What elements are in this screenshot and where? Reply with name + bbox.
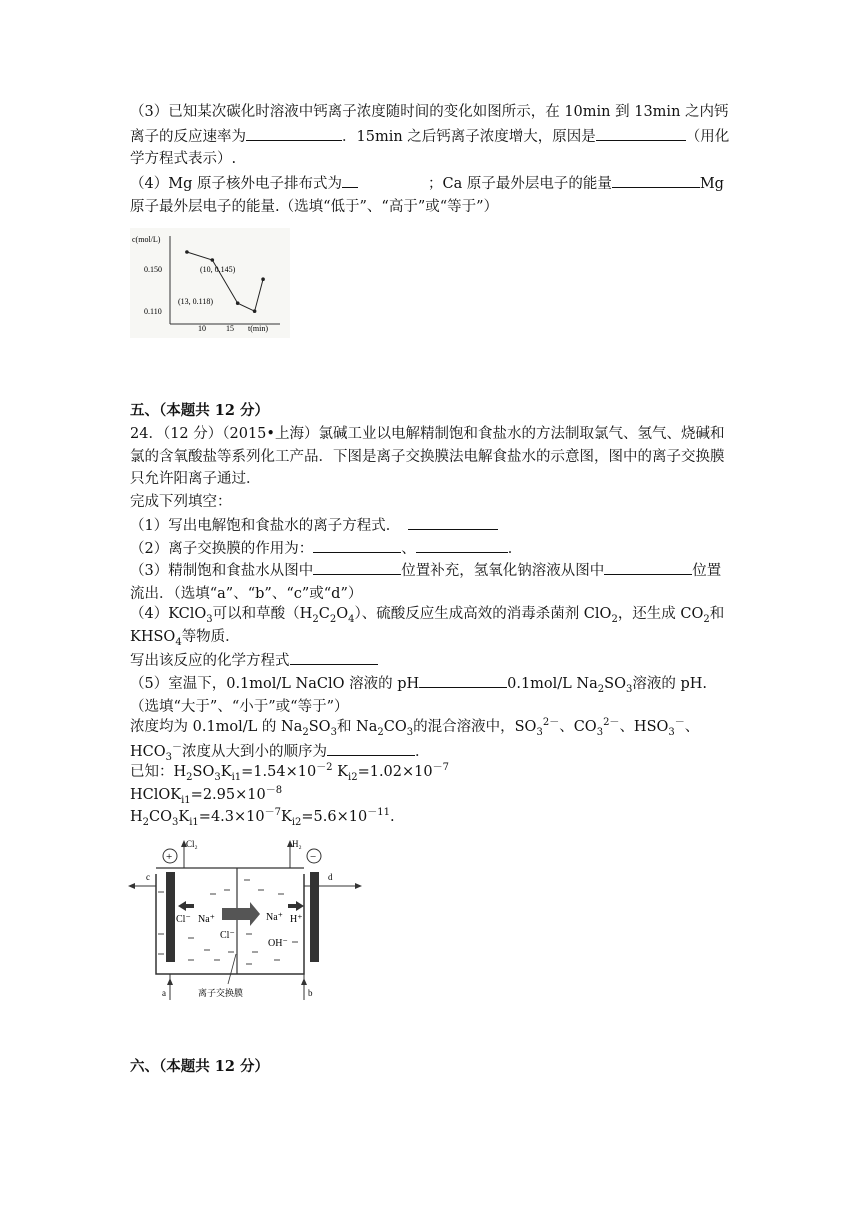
- q24-p4-text: （4）KClO: [130, 606, 207, 622]
- data-point: [236, 301, 240, 305]
- q24-p3-tail: 位置流出．（选填“a”、“b”、“c”或“d”）: [130, 563, 722, 602]
- minus-sign: −: [310, 851, 317, 863]
- q3-text: （3）已知某次碳化时溶液中钙离子浓度随时间的变化如图所示，在 10min 到 13min 之内钙离子的反应速率为: [130, 104, 729, 145]
- electrolysis-cell-diagram: [128, 834, 364, 1004]
- q24-p2-end: ．: [507, 541, 523, 557]
- q24-p5b-text: 浓度均为 0.1mol/L 的 Na: [130, 719, 303, 735]
- q24-p5b-text: 、HCO: [130, 719, 700, 760]
- y-axis-label: c(mol/L): [132, 235, 161, 244]
- q24-p4-text: 等物质．: [181, 628, 240, 645]
- section-5-heading: 五、（本题共 12 分）: [130, 402, 270, 419]
- y-tick-label: 0.150: [144, 265, 162, 274]
- known-text: =1.02×10: [357, 764, 433, 780]
- data-point: [185, 250, 189, 254]
- x-tick-label: 15: [226, 324, 234, 333]
- y-tick-label: 0.110: [144, 307, 162, 316]
- q24-p5-text: 溶液的 pH.（选填“大于”、“小于”或“等于”）: [130, 676, 707, 715]
- answer-blank: [604, 558, 692, 575]
- q24-part-5b: 浓度均为 0.1mol/L 的 $Na_2SO_3$和 $Na_2CO_3$的混合溶液中，$SO_3^{2-}$、$CO_3^{2-}$、$HSO_3^-$、$HCO_3^-$浓度从大到小的顺序为 ．: [130, 717, 700, 763]
- q4-text: （4）Mg 原子核外电子排布式为: [130, 176, 342, 192]
- q24-p4-write: 写出该反应的化学方程式: [130, 653, 290, 669]
- outlet-c-label: c: [146, 872, 150, 882]
- sodium-ion-label: Na⁺: [198, 914, 215, 925]
- known-text: H: [130, 809, 143, 825]
- q24-p4-text: O: [336, 606, 349, 622]
- q24-part-4-write: [130, 648, 730, 673]
- known-text: .: [389, 809, 395, 825]
- known-text: CO: [149, 809, 173, 825]
- q24-p5b-text: 、CO: [559, 719, 597, 735]
- answer-blank: [327, 739, 415, 756]
- q24-p4-text: 可以和草酸（H: [212, 606, 313, 622]
- question-4: [130, 171, 730, 218]
- known-text: HClOK: [130, 787, 182, 803]
- outlet-d-label: d: [328, 872, 333, 882]
- q24-p5b-end: ．: [415, 743, 430, 760]
- q24-p4-text: ）、硫酸反应生成高效的消毒杀菌剂 ClO: [354, 606, 612, 622]
- point-annotation: (13, 0.118): [178, 297, 214, 306]
- q4-text-mid: ；Ca 原子最外层电子的能量: [427, 176, 612, 192]
- answer-blank: [612, 171, 700, 188]
- known-text: K: [280, 809, 292, 825]
- q24-p2-text: （2）离子交换膜的作用为：: [130, 541, 314, 557]
- answer-blank: [313, 558, 401, 575]
- answer-blank: [419, 671, 507, 688]
- data-point: [261, 277, 265, 281]
- q24-part-1: [130, 513, 730, 538]
- q24-p5-text: （5）室温下，0.1mol/L NaClO 溶液的 pH: [130, 676, 420, 692]
- q24-p4-text: 和 KHSO: [130, 606, 725, 645]
- x-tick-label: 10: [198, 324, 206, 333]
- q4-text-tail: Mg 原子最外层电子的能量.（选填“低于”、“高于”或“等于”）: [130, 176, 724, 215]
- section-6-heading: 六、（本题共 12 分）: [130, 1058, 270, 1075]
- q24-part-4: （4）KClO$_3$可以和草酸$(H_2C_2O_4)$、硫酸反应生成高效的消毒杀菌剂 ClO$_2$，还生成 $CO_2$和 $KHSO_4$等物质．: [130, 606, 725, 648]
- q24-p5b-text: 的混合溶液中，SO: [413, 719, 537, 735]
- x-axis-label: t(min): [248, 324, 268, 333]
- answer-blank: [416, 536, 508, 553]
- q24-part-2: [130, 536, 730, 561]
- q3-text-mid: ．15min 之后钙离子浓度增大，原因是: [342, 128, 596, 145]
- known-constant-1: 已知：$H_2SO_3K_{i1}=1.54\times 10^{-2}$ $K_{i2}=1.02\times 10^{-7}$: [130, 762, 449, 783]
- data-point: [253, 309, 257, 313]
- known-text: =1.54×10: [241, 764, 317, 780]
- known-text: 已知：H: [130, 764, 187, 780]
- known-text: =5.6×10: [301, 809, 368, 825]
- q24-part-5: （5）室温下，0.1mol/L NaClO 溶液的 pH 0.1mol/L $Na_2SO_3$溶液的 pH.（选填“大于”、“小于”或“等于”）: [130, 671, 730, 718]
- anode-electrode: [166, 872, 175, 962]
- q24-p3-mid: 位置补充，氢氧化钠溶液从图中: [401, 563, 605, 579]
- answer-blank: [408, 513, 498, 530]
- known-text: =2.95×10: [190, 787, 266, 803]
- fill-prompt: 完成下列填空：: [130, 494, 232, 510]
- q24-part-3: [130, 558, 730, 605]
- answer-blank: [290, 648, 378, 665]
- q24-p4-text: ，还生成 CO: [617, 606, 704, 622]
- q24-p5b-text: 和 Na: [336, 719, 378, 735]
- known-text: K: [178, 809, 190, 825]
- chloride-ion-label: Cl⁻: [176, 914, 191, 925]
- q24-p2-sep: 、: [401, 541, 416, 557]
- hydroxide-ion-label: OH⁻: [268, 938, 288, 949]
- inlet-a-label: a: [162, 988, 166, 998]
- q24-p4-text: C: [318, 606, 330, 622]
- known-text: K: [220, 764, 232, 780]
- inlet-b-label: b: [308, 988, 313, 998]
- question-3: [130, 101, 730, 171]
- q24-p5-text: 0.1mol/L Na: [507, 676, 598, 692]
- q24-p3-text: （3）精制饱和食盐水从图中: [130, 563, 314, 579]
- known-constant-2: $HClOK_{i1}=2.95\times 10^{-8}$: [130, 785, 283, 806]
- cl2-label: Cl₂: [186, 839, 198, 849]
- plus-sign: +: [166, 851, 173, 863]
- answer-blank: [596, 124, 686, 141]
- q24-p5b-text: 浓度从大到小的顺序为: [182, 743, 328, 760]
- h2-label: H₂: [292, 839, 302, 849]
- known-text: SO: [192, 764, 215, 780]
- answer-blank: [342, 171, 358, 188]
- q24-p5b-text: SO: [308, 719, 331, 735]
- answer-blank: [246, 124, 342, 141]
- membrane-label: 离子交换膜: [198, 988, 244, 998]
- known-text: =4.3×10: [198, 809, 265, 825]
- known-text: K: [337, 764, 349, 780]
- known-constant-3: $H_2CO_3K_{i1}=4.3\times 10^{-7}K_{i2}=5.6\times 10^{-11}$.: [130, 807, 395, 828]
- question-24-intro: 24．（12 分）（2015•上海）氯碱工业以电解精制饱和食盐水的方法制取氯气、氢气、烧碱和氯的含氧酸盐等系列化工产品．下图是离子交换膜法电解食盐水的示意图，图中的离子交换膜只允许阳离子通过．: [130, 426, 725, 487]
- data-point: [211, 258, 215, 262]
- q3-text-tail: （用化学方程式表示）.: [130, 128, 730, 167]
- q24-p5b-text: 、HSO: [619, 719, 669, 735]
- q24-p1-text: （1）写出电解饱和食盐水的离子方程式．: [130, 518, 401, 534]
- point-annotation: (10, 0.145): [200, 265, 236, 274]
- q24-p5b-text: CO: [383, 719, 407, 735]
- q24-p5-text: SO: [604, 676, 626, 692]
- hydrogen-ion-label: H⁺: [290, 914, 303, 925]
- sodium-ion-label: Na⁺: [266, 912, 283, 923]
- chloride-ion-label: Cl⁻: [220, 930, 235, 941]
- answer-blank: [313, 536, 401, 553]
- calcium-concentration-chart: [130, 228, 290, 338]
